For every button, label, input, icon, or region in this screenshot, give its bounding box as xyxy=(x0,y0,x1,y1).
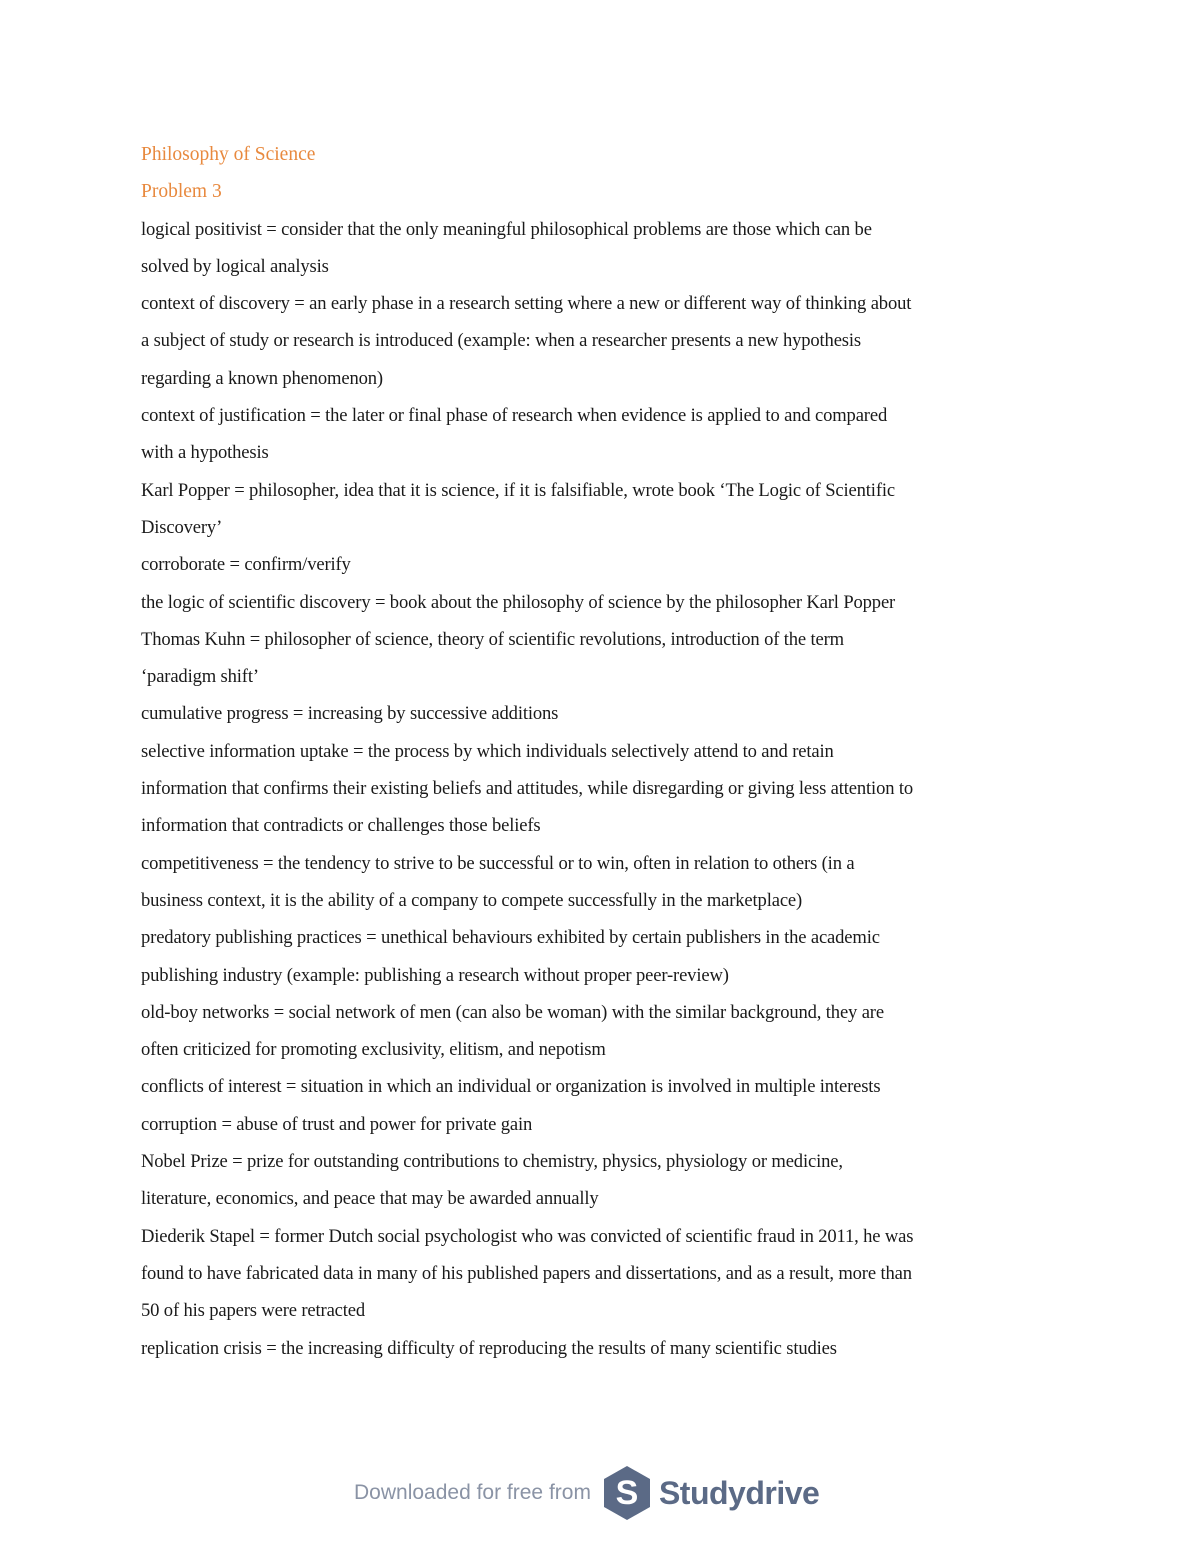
document-line: regarding a known phenomenon) xyxy=(141,367,383,389)
document-line: often criticized for promoting exclusivity, elitism, and nepotism xyxy=(141,1039,606,1061)
document-subtitle: Problem 3 xyxy=(141,181,222,203)
document-title: Philosophy of Science xyxy=(141,144,316,165)
document-line: logical positivist = consider that the only meaningful philosophical problems are those which can be xyxy=(141,218,872,240)
document-line: Nobel Prize = prize for outstanding contributions to chemistry, physics, physiology or medicine, xyxy=(141,1151,843,1173)
studydrive-brand: Studydrive xyxy=(658,1474,820,1511)
document-line: Discovery’ xyxy=(141,516,223,538)
footer-text: Downloaded for free from xyxy=(354,1481,591,1504)
document-line: corroborate = confirm/verify xyxy=(141,554,351,576)
document-line: information that confirms their existing beliefs and attitudes, while disregarding or giving less attention to xyxy=(141,778,914,800)
studydrive-logo-icon xyxy=(601,1464,653,1522)
document-line: context of discovery = an early phase in a research setting where a new or different way of thinking about xyxy=(141,293,912,315)
document-line: competitiveness = the tendency to strive to be successful or to win, often in relation to others (in a xyxy=(141,852,855,874)
document-line: 50 of his papers were retracted xyxy=(141,1300,366,1322)
document-line: business context, it is the ability of a company to compete successfully in the marketplace) xyxy=(141,889,803,911)
document-line: old-boy networks = social network of men (can also be woman) with the similar background, they are xyxy=(141,1001,884,1023)
document-line: information that contradicts or challenges those beliefs xyxy=(141,815,541,837)
document-line: publishing industry (example: publishing a research without proper peer-review) xyxy=(141,964,729,986)
document-line: solved by logical analysis xyxy=(141,255,329,277)
document-line: the logic of scientific discovery = book about the philosophy of science by the philosopher Karl Popper xyxy=(141,591,896,613)
document-line: selective information uptake = the process by which individuals selectively attend to and retain xyxy=(141,740,834,762)
document-line: replication crisis = the increasing difficulty of reproducing the results of many scientific studies xyxy=(141,1337,837,1359)
document-line: Diederik Stapel = former Dutch social psychologist who was convicted of scientific fraud in 2011, he was xyxy=(141,1225,914,1247)
document-line: ‘paradigm shift’ xyxy=(141,666,259,688)
download-footer xyxy=(354,1463,854,1523)
document-line: conflicts of interest = situation in which an individual or organization is involved in multiple interests xyxy=(141,1076,881,1098)
document-content xyxy=(141,136,1071,1367)
document-line: a subject of study or research is introduced (example: when a researcher presents a new hypothesis xyxy=(141,330,861,352)
document-line: predatory publishing practices = unethical behaviours exhibited by certain publishers in the academic xyxy=(141,927,880,949)
document-line: context of justification = the later or final phase of research when evidence is applied to and compared xyxy=(141,405,888,427)
document-line: cumulative progress = increasing by successive additions xyxy=(141,703,559,725)
document-line: with a hypothesis xyxy=(141,442,269,464)
document-line: corruption = abuse of trust and power for private gain xyxy=(141,1113,533,1135)
document-line: literature, economics, and peace that may be awarded annually xyxy=(141,1188,599,1210)
svg-text:S: S xyxy=(615,1474,639,1512)
document-line: Thomas Kuhn = philosopher of science, theory of scientific revolutions, introduction of the term xyxy=(141,628,844,650)
document-body xyxy=(141,211,1071,1367)
document-line: found to have fabricated data in many of his published papers and dissertations, and as a result, more than xyxy=(141,1262,912,1284)
document-line: Karl Popper = philosopher, idea that it is science, if it is falsifiable, wrote book ‘The Logic of Scientific xyxy=(141,479,895,501)
